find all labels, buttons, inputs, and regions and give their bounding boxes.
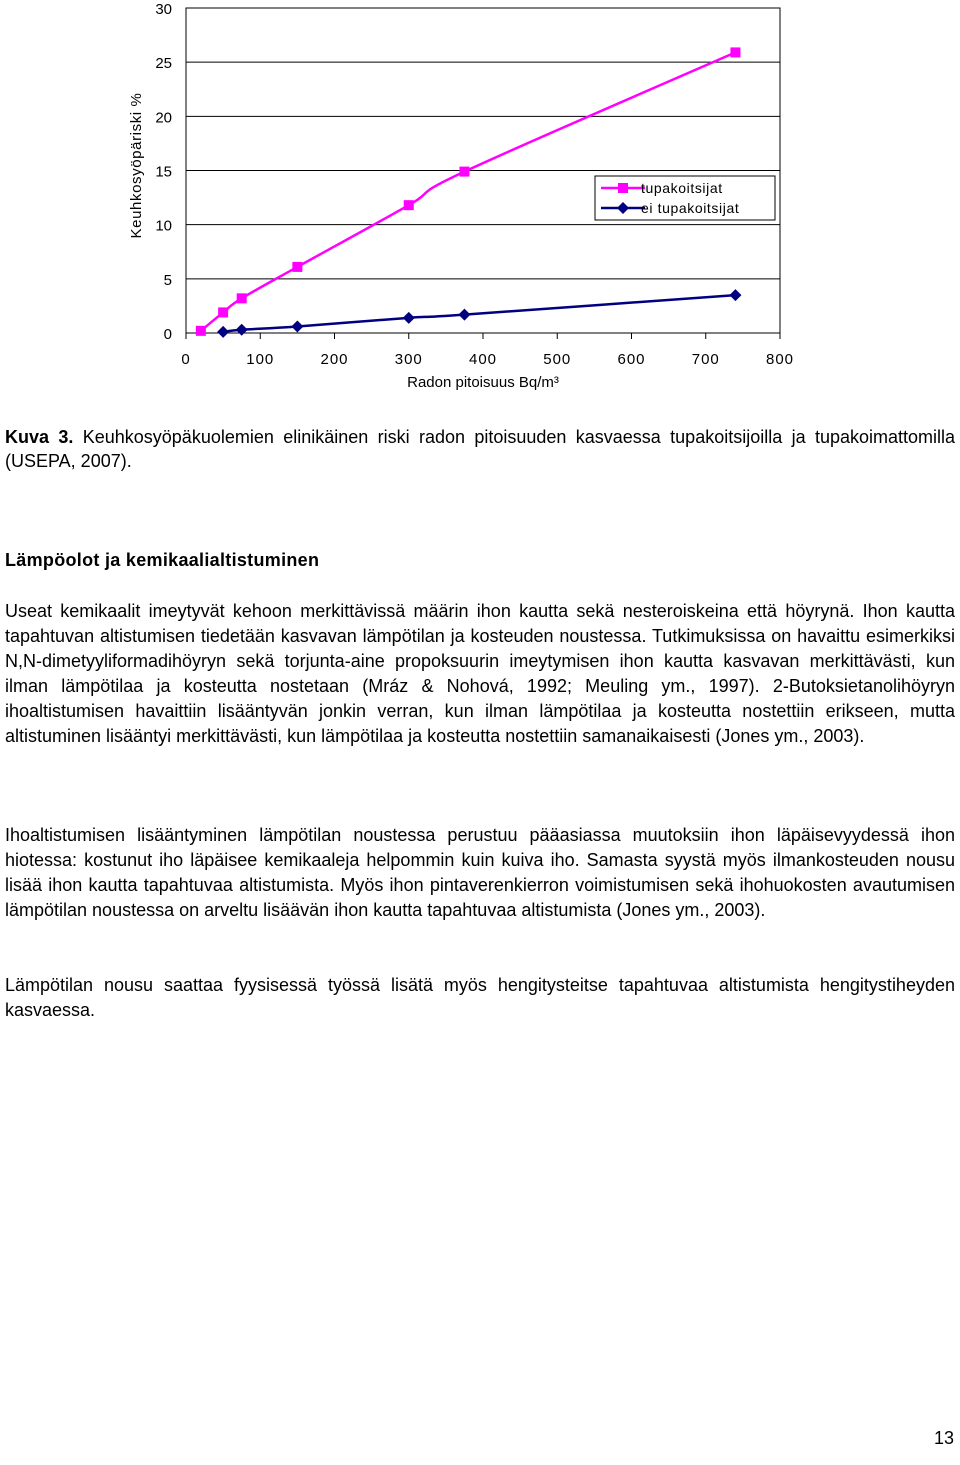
y-tick-label: 5 [163,271,172,289]
figure-caption-text: Keuhkosyöpäkuolemien elinikäinen riski radon pitoisuuden kasvaessa tupakoitsijoilla ja tupakoimattomilla (USEPA, 2007). [5,427,956,471]
data-point-diamond [403,312,415,324]
x-tick-label: 200 [320,351,349,368]
data-point-diamond [729,289,741,301]
data-point-diamond [236,324,248,336]
figure-caption-label: Kuva 3. [5,427,74,447]
data-point-square [459,167,469,177]
data-point-square [218,307,228,317]
chart-legend [595,176,775,220]
radon-risk-chart [0,0,960,400]
data-point-diamond [217,326,229,338]
x-tick-label: 0 [181,351,191,368]
data-point-square [730,47,740,57]
x-tick-label: 400 [468,351,498,368]
x-tick-label: 500 [543,351,572,368]
page-number: 13 [933,1428,954,1448]
chart-canvas [0,0,960,400]
y-tick-label: 30 [155,1,172,18]
data-point-square [618,183,628,193]
data-point-diamond [458,309,470,321]
figure-caption [5,425,955,473]
data-point-square [196,326,206,336]
data-point-square [404,200,414,210]
data-point-square [292,262,302,272]
y-tick-label: 20 [155,109,172,127]
paragraph-2: Ihoaltistumisen lisääntyminen lämpötilan noustessa perustuu pääasiassa muutoksiin ihon läpäisevyydessä ihon hiotessa: kostunut iho läpäisee kemikaaleja helpommin kuin kuiva iho. Samasta syystä myös ilmankosteuden nousu lisää ihon kautta tapahtuvaa altistumista. Myös ihon pintaverenkierron voimistumisen sekä ihohuokosten avautumisen lämpötilan noustessa on arveltu lisäävän ihon kautta tapahtuvaa altistumista (Jones ym., 2003). [5,825,955,920]
data-point-diamond [291,321,303,333]
section-heading: Lämpöolot ja kemikaalialtistuminen [5,550,320,570]
y-tick-label: 0 [163,326,172,343]
x-axis-title: Radon pitoisuus Bq/m³ [407,374,559,391]
x-tick-label: 600 [617,351,646,368]
y-tick-label: 10 [155,217,172,235]
legend-label: tupakoitsijat [641,180,723,196]
x-tick-label: 800 [765,351,795,368]
x-tick-label: 700 [691,351,720,368]
x-tick-label: 100 [246,351,275,368]
x-tick-label: 300 [394,351,423,368]
legend-label: ei tupakoitsijat [641,200,740,216]
paragraph-3: Lämpötilan nousu saattaa fyysisessä työssä lisätä myös hengitysteitse tapahtuvaa altistumista hengitystiheyden kasvaessa. [5,975,955,1020]
paragraph-1: Useat kemikaalit imeytyvät kehoon merkittävissä määrin ihon kautta sekä nesteroiskeina että höyrynä. Ihon kautta tapahtuvan altistumisen tiedetään kasvavan lämpötilan ja kosteuden noustessa. Tutkimuksissa on havaittu esimerkiksi N,N-dimetyyliformadihöyryn sekä torjunta-aine propoksuurin imeytymisen ihon kautta kasvavan merkittävästi, kun ilman lämpötilaa ja kosteutta nostetaan (Mráz & Nohová, 1992; Meuling ym., 1997). 2-Butoksietanolihöyryn ihoaltistumisen havaittiin lisääntyvän jonkin verran, kun ilman lämpötilaa ja kosteutta nostettiin erikseen, mutta altistuminen lisääntyi merkittävästi, kun lämpötilaa ja kosteutta nostettiin samanaikaisesti (Jones ym., 2003). [5,601,955,746]
chart-gridlines [186,8,780,333]
data-point-square [237,293,247,303]
y-axis-title: Keuhkosyöpäriski % [128,92,145,239]
y-tick-label: 25 [155,55,172,73]
y-tick-label: 15 [155,163,172,181]
